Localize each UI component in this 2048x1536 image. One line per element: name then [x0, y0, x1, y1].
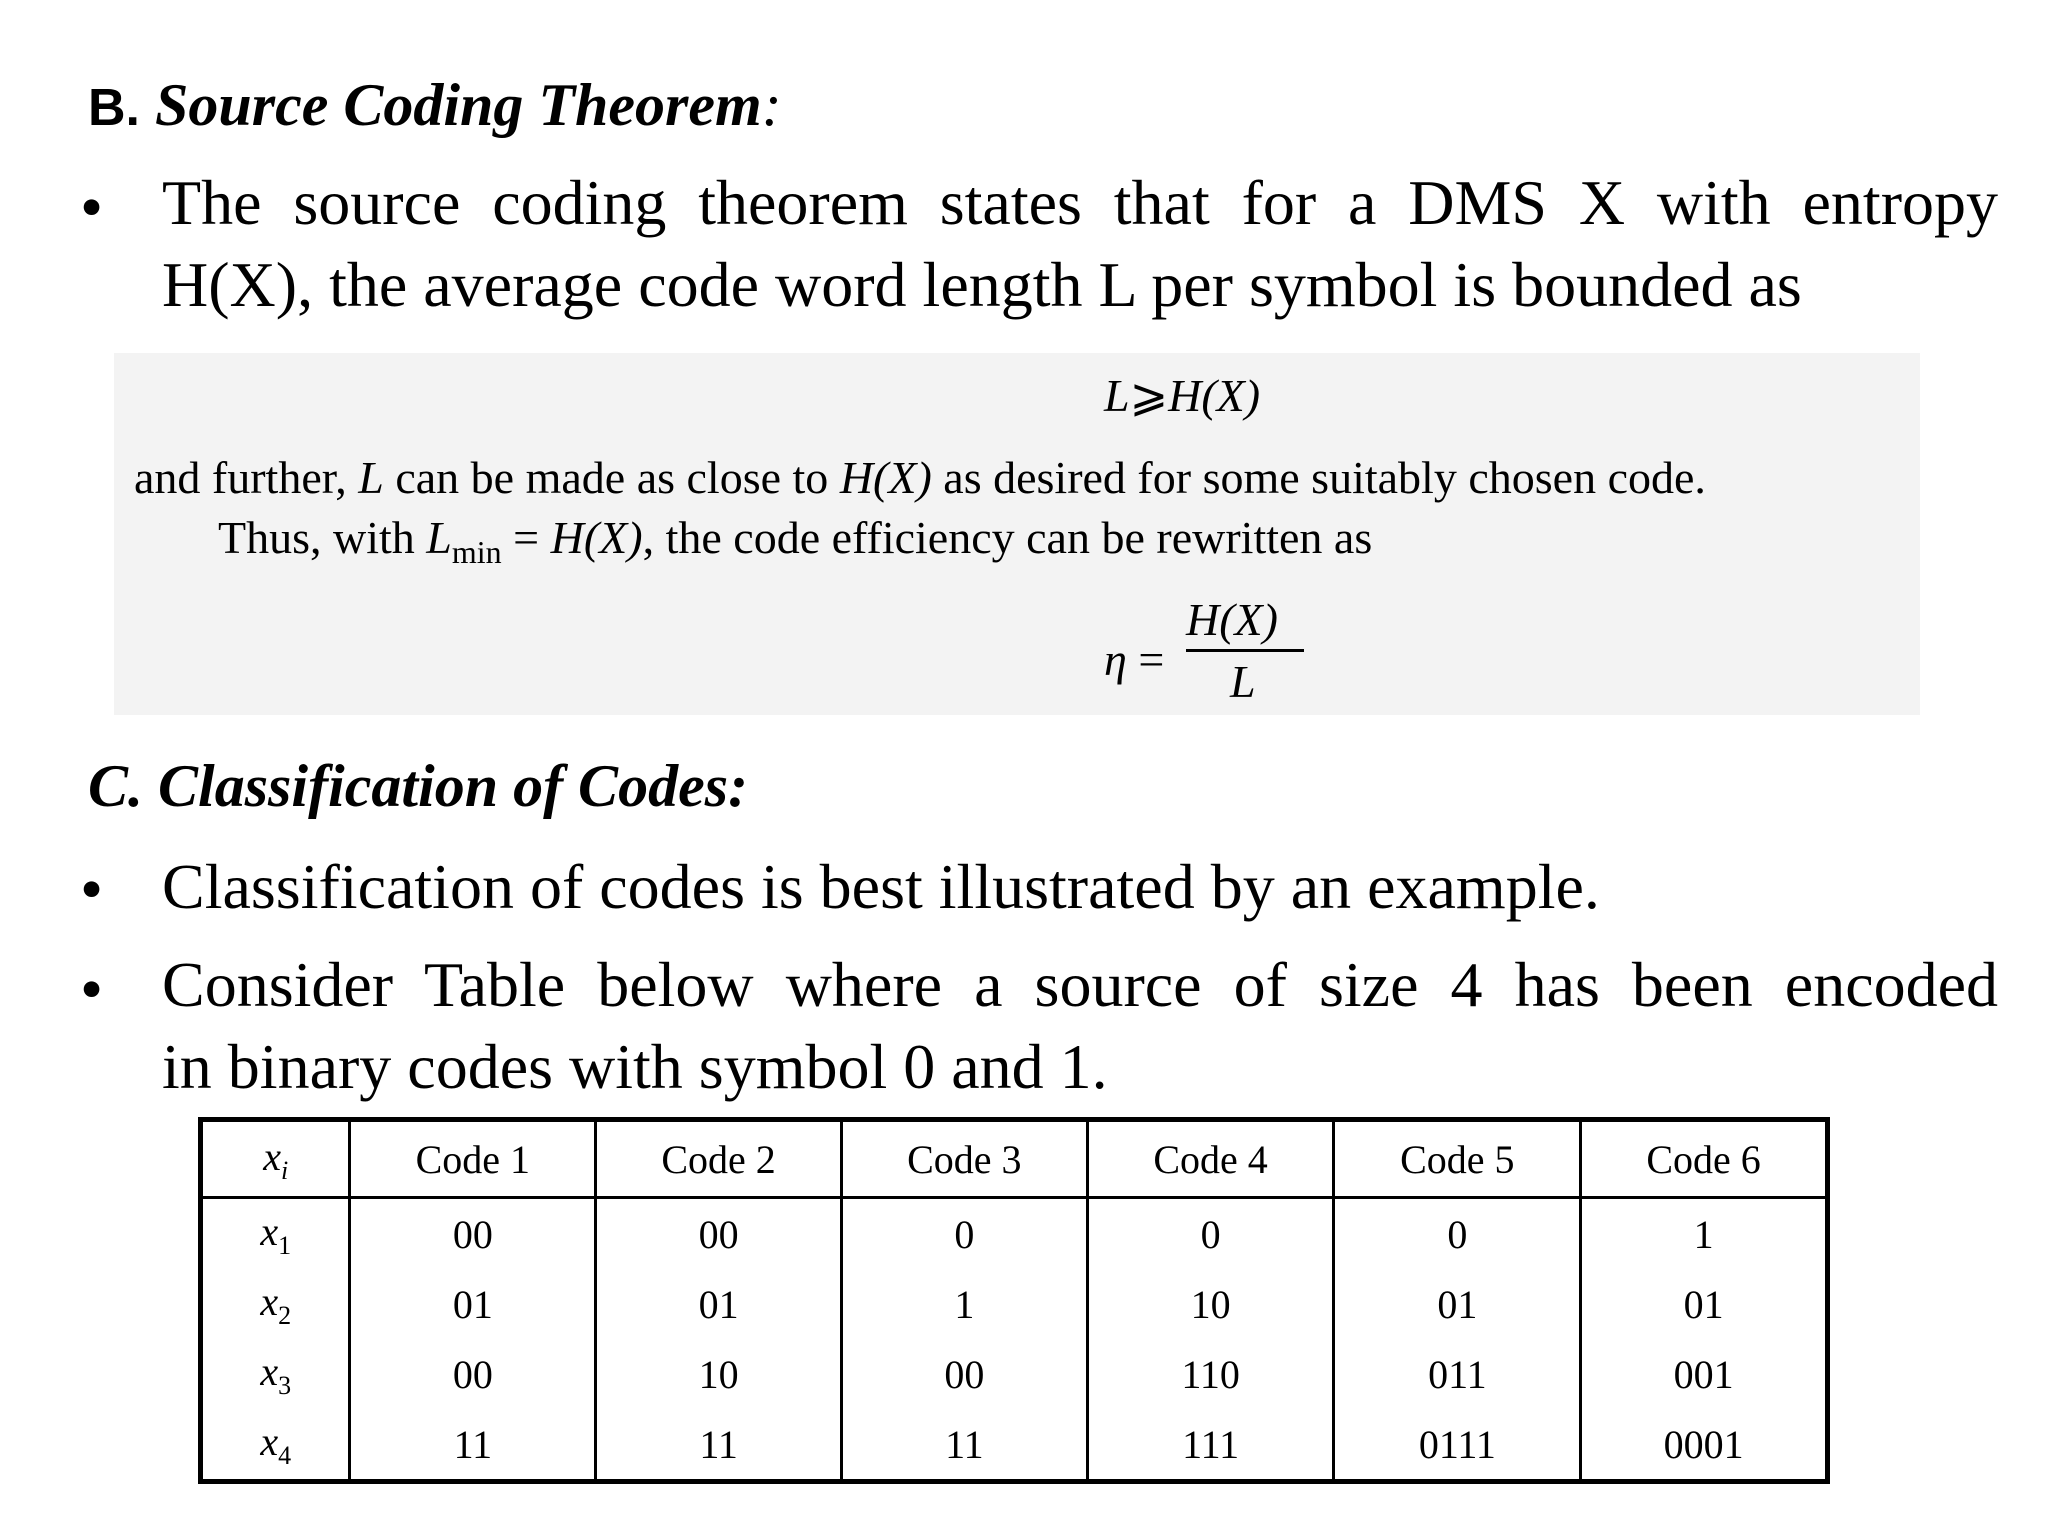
code-classification-table — [198, 1117, 1830, 1484]
symbol-base: x — [260, 1348, 279, 1394]
symbol-subscript: 4 — [278, 1440, 292, 1470]
equals-sign: = — [1138, 634, 1165, 685]
symbol-cell — [201, 1269, 350, 1339]
section-b-heading — [88, 72, 782, 138]
code-cell: 00 — [350, 1339, 596, 1409]
fraction-denominator: L — [1230, 656, 1256, 707]
text-run: , the code efficiency can be rewritten as — [642, 512, 1373, 563]
table-header-row — [201, 1120, 1828, 1198]
math-subscript: min — [451, 534, 502, 571]
textbook-excerpt — [114, 353, 1920, 715]
code-cell: 01 — [596, 1269, 842, 1339]
table-row — [201, 1409, 1828, 1482]
symbol-base: x — [260, 1418, 279, 1464]
column-header: Code 6 — [1581, 1120, 1828, 1198]
classification-bullet — [162, 846, 1600, 928]
code-cell: 1 — [1581, 1198, 1828, 1270]
section-c-heading — [88, 753, 749, 819]
bullet-line: in binary codes with symbol 0 and 1. — [162, 1031, 1108, 1102]
bullet-line: Consider Table below where a source of size 4 has been encoded — [162, 949, 1998, 1020]
eq-rhs: H(X) — [1168, 370, 1261, 421]
source-coding-bullet — [162, 162, 1998, 326]
column-header: Code 1 — [350, 1120, 596, 1198]
symbol-column-header — [201, 1120, 350, 1198]
fraction-bar — [1186, 649, 1304, 652]
column-header: Code 2 — [596, 1120, 842, 1198]
symbol-subscript: 2 — [278, 1300, 292, 1330]
text-run: can be made as close to — [383, 452, 840, 503]
section-b-colon: : — [761, 72, 782, 138]
code-cell: 0 — [841, 1198, 1087, 1270]
symbol-cell — [201, 1409, 350, 1482]
code-cell: 111 — [1087, 1409, 1334, 1482]
text-run: Thus, with — [218, 512, 427, 563]
section-b-prefix: B. — [88, 79, 140, 137]
code-cell: 10 — [1087, 1269, 1334, 1339]
table-row — [201, 1269, 1828, 1339]
code-cell: 11 — [841, 1409, 1087, 1482]
text-run: as desired for some suitably chosen code. — [931, 452, 1706, 503]
code-cell: 0 — [1334, 1198, 1581, 1270]
code-cell: 110 — [1087, 1339, 1334, 1409]
section-b-title: Source Coding Theorem — [155, 72, 762, 138]
code-cell: 0 — [1087, 1198, 1334, 1270]
code-cell: 01 — [1334, 1269, 1581, 1339]
table-row — [201, 1339, 1828, 1409]
excerpt-paragraph-2 — [218, 511, 1372, 571]
code-cell: 01 — [1581, 1269, 1828, 1339]
column-header: Code 5 — [1334, 1120, 1581, 1198]
symbol-subscript: i — [280, 1155, 289, 1185]
eq-operator: ⩾ — [1129, 370, 1169, 421]
math-var: L — [426, 512, 452, 563]
symbol-base: x — [263, 1133, 281, 1179]
bullet-marker: • — [80, 953, 104, 1026]
code-cell: 0111 — [1334, 1409, 1581, 1482]
fraction-numerator: H(X) — [1186, 594, 1278, 645]
code-cell: 011 — [1334, 1339, 1581, 1409]
symbol-base: x — [260, 1278, 279, 1324]
bullet-line: H(X), the average code word length L per symbol is bounded as — [162, 249, 1802, 320]
code-cell: 0001 — [1581, 1409, 1828, 1482]
inequality-equation — [1104, 368, 1260, 422]
math-var: H(X) — [839, 452, 932, 503]
table-row — [201, 1198, 1828, 1270]
section-c-title: C. Classification of Codes: — [88, 753, 749, 819]
excerpt-paragraph-1 — [134, 451, 1706, 504]
symbol-subscript: 1 — [278, 1230, 292, 1260]
code-cell: 001 — [1581, 1339, 1828, 1409]
bullet-marker: • — [80, 171, 104, 244]
column-header: Code 3 — [841, 1120, 1087, 1198]
code-cell: 10 — [596, 1339, 842, 1409]
eta-symbol: η — [1104, 634, 1127, 685]
symbol-subscript: 3 — [278, 1370, 292, 1400]
symbol-cell — [201, 1339, 350, 1409]
code-cell: 00 — [596, 1198, 842, 1270]
code-cell: 1 — [841, 1269, 1087, 1339]
bullet-marker: • — [80, 853, 104, 926]
symbol-base: x — [260, 1208, 279, 1254]
text-run: and further, — [134, 452, 359, 503]
column-header: Code 4 — [1087, 1120, 1334, 1198]
text-run: = — [501, 512, 551, 563]
efficiency-lhs — [1104, 633, 1164, 686]
code-cell: 00 — [841, 1339, 1087, 1409]
eq-lhs: L — [1104, 370, 1130, 421]
math-var: H(X) — [550, 512, 643, 563]
code-cell: 00 — [350, 1198, 596, 1270]
consider-table-bullet — [162, 944, 1998, 1108]
bullet-line: Classification of codes is best illustrated by an example. — [162, 851, 1600, 922]
code-cell: 11 — [596, 1409, 842, 1482]
bullet-line: The source coding theorem states that for a DMS X with entropy — [162, 167, 1998, 238]
math-var: L — [358, 452, 384, 503]
code-cell: 11 — [350, 1409, 596, 1482]
symbol-cell — [201, 1198, 350, 1270]
code-cell: 01 — [350, 1269, 596, 1339]
